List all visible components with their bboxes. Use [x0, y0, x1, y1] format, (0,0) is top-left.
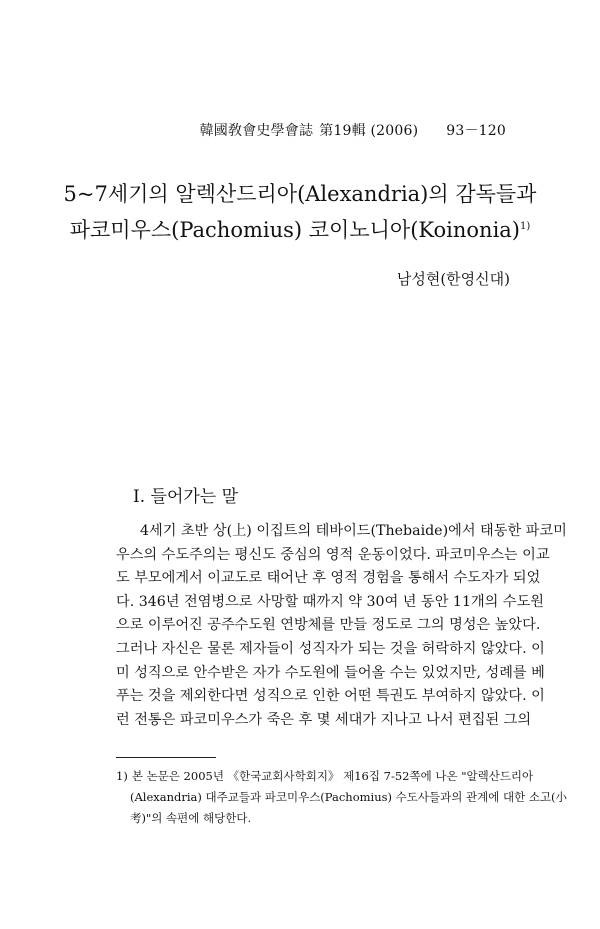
footnote-line: (Alexandria) 대주교들과 파코미우스(Pachomius) 수도사들과의 관계에 대한 소고(小 — [130, 790, 568, 804]
running-header — [200, 120, 506, 140]
footnote-line — [116, 766, 534, 787]
author-affiliation: 남성현(한영신대) — [396, 270, 510, 288]
footnote-marker: 1) — [116, 769, 128, 783]
title-line-1: 5~7세기의 알렉산드리아(Alexandria)의 감독들과 — [63, 182, 537, 206]
footnote-divider — [116, 757, 216, 758]
body-line: 그러나 자신은 물론 제자들이 성직자가 되는 것을 허락하지 않았다. 이 — [116, 640, 545, 657]
body-line: 도 부모에게서 이교도로 태어난 후 영적 경험을 통해서 수도자가 되었 — [116, 570, 541, 587]
section-heading: I. 들어가는 말 — [133, 487, 239, 507]
article-title — [40, 176, 560, 248]
footnote-text: 본 논문은 2005년 《한국교회사학회지》 제16집 7-52쪽에 나온 "알렉산드리아 — [131, 769, 534, 783]
title-line-2: 파코미우스(Pachomius) 코이노니아(Koinonia) — [69, 218, 521, 242]
title-footnote-marker: 1) — [520, 221, 531, 232]
body-line: 런 전통은 파코미우스가 죽은 후 몇 세대가 지나고 나서 편집된 그의 — [116, 711, 532, 728]
body-line: 으로 이루어진 공주수도원 연방체를 만들 정도로 그의 명성은 높았다. — [116, 617, 541, 634]
body-paragraph — [116, 520, 567, 732]
body-line: 다. 346년 전염병으로 사망할 때까지 약 30여 년 동안 11개의 수도원 — [116, 593, 545, 610]
body-line: 푸는 것을 제외한다면 성직으로 인한 어떤 특권도 부여하지 않았다. 이 — [116, 688, 545, 705]
footnote — [116, 766, 568, 829]
journal-name: 韓國敎會史學會誌 — [199, 123, 314, 139]
body-line: 미 성직으로 안수받은 자가 수도원에 들어올 수는 있었지만, 성례를 베 — [116, 664, 545, 681]
page-range: 93－120 — [446, 123, 506, 139]
journal-volume: 第19輯 — [319, 123, 366, 139]
journal-year: (2006) — [370, 123, 419, 139]
body-line: 우스의 수도주의는 평신도 중심의 영적 운동이었다. 파코미우스는 이교 — [116, 546, 550, 563]
body-line: 4세기 초반 상(上) 이집트의 테바이드(Thebaide)에서 태동한 파코미 — [140, 523, 567, 539]
footnote-line: 考)"의 속편에 해당한다. — [130, 811, 252, 825]
